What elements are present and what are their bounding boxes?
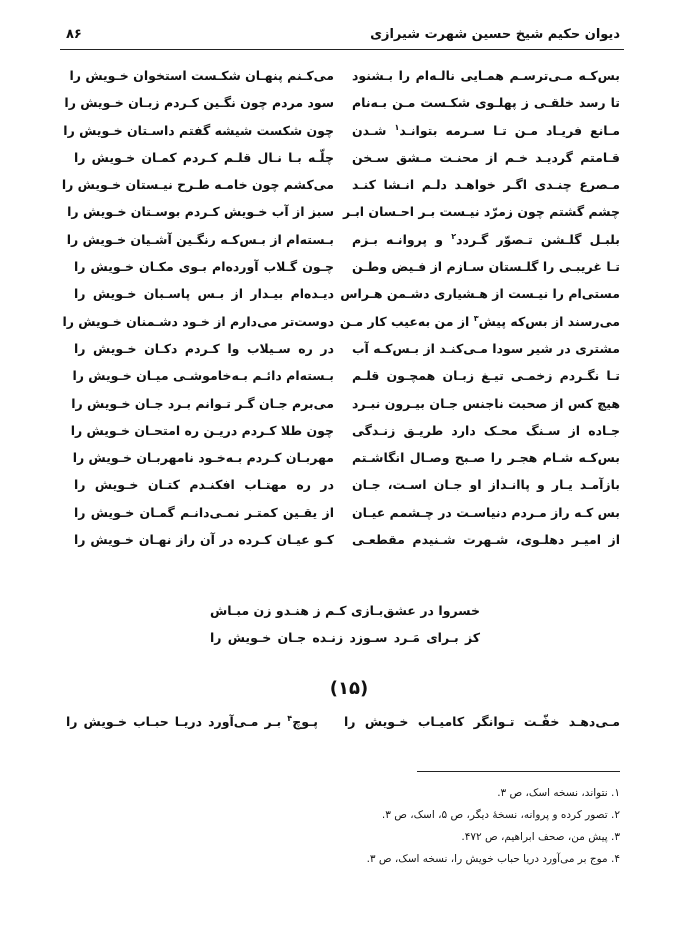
ghazal-number: (۱۵): [329, 678, 369, 699]
right-hemistich: [352, 226, 620, 253]
header-divider: [60, 49, 624, 50]
left-hemistich: مهربـان کـردم بـه‌خـود نامهربـان خـویش را: [72, 450, 334, 466]
couplet-row: [74, 253, 620, 280]
footnote-2: ۲. تصور کرده و پروانه، نسخهٔ دیگر، ص ۵، اسک، ص ۳.: [381, 809, 620, 821]
left-hemistich: سود مردم چون نگـین کـردم زبـان خـویش را: [64, 95, 334, 111]
right-hemistich: [352, 499, 620, 526]
couplet-row: [64, 89, 620, 116]
left-hemistich: چون طلا کـردم دریـن ره امتحـان خـویش را: [70, 422, 334, 438]
footnotes: [220, 782, 620, 870]
right-hemistich-text: چشم گشتم چون زمرّد نیـست بـر احـسان ابـر: [343, 204, 620, 220]
right-hemistich: [352, 526, 620, 553]
couplet-row: [74, 335, 620, 362]
right-hemistich: [352, 390, 620, 417]
left-hemistich: می‌کشم چون خامـه طـرح نیـستان خـویش را: [61, 177, 334, 193]
right-hemistich: [352, 117, 620, 144]
left-hemistich: در ره مهتـاب افکنـدم کتـان خـویش را: [74, 477, 334, 493]
couplet-row: [63, 117, 620, 144]
right-hemistich-text: قـامتم گردیـد خـم از محنـت مـشق سـخن: [352, 149, 620, 165]
left-hemistich: چـون گـلاب آورده‌ام بـوی مکـان خـویش را: [74, 259, 334, 275]
right-hemistich-text: بس کـه راز مـردم دنیاسـت در چـشمم عیـان: [352, 504, 620, 520]
footnote-ref: ۳: [473, 313, 479, 323]
ghazal-15-right-hemistich: مـی‌دهـد خفّـت تـوانگر کامیـاب خـویش را: [344, 714, 620, 729]
right-hemistich: [352, 89, 620, 116]
right-hemistich-text: جـاده از سـنگ محـک دارد طریـق زنـدگی: [352, 422, 620, 438]
right-hemistich-text: مستی‌ام را نیـست از هـشیاری دشـمن هـراس: [340, 286, 620, 302]
left-hemistich: دیـده‌ام بیـدار از بـس پاسـبان خـویش را: [74, 286, 334, 302]
right-hemistich: [352, 171, 620, 198]
right-hemistich: [352, 417, 620, 444]
couplet-row: [67, 198, 620, 225]
left-hemistich: چلّـه بـا نـال قلـم کـردم کمـان خـویش را: [74, 149, 334, 165]
right-hemistich-tail: از من به‌عیب کار مـن: [339, 313, 474, 329]
right-hemistich: [352, 471, 620, 498]
right-hemistich-tail: و پروانـه بـزم: [352, 231, 452, 247]
right-hemistich-text: مـانع فریـاد مـن تـا سـرمه بتوانـد: [399, 122, 620, 138]
footnote-ref: ۲: [451, 231, 457, 241]
closing-text-2: کز بـرای مَـرد سـوزد زنـده جـان خـویش را: [210, 630, 480, 646]
couplet-row: [61, 171, 620, 198]
right-hemistich-text: مـصرع چنـدی اگـر خواهـد دلـم انـشا کنـد: [352, 177, 620, 193]
couplet-row: [70, 417, 620, 444]
couplet-row: [74, 444, 620, 471]
left-prefix: پـوچ: [292, 714, 318, 729]
right-hemistich-text: تـا غریبـی را گلـستان سـازم از فـیض وطـن: [352, 259, 620, 275]
book-title: دیوان حکیم شیخ حسین شهرت شیرازی: [370, 27, 620, 42]
right-hemistich-text: تا رسد خلقـی ز پهلـوی شکـست مـن بـه‌نام: [352, 95, 620, 111]
right-hemistich: [352, 362, 620, 389]
footnote-1: ۱. نتواند، نسخه اسک، ص ۳.: [497, 787, 620, 799]
left-hemistich: چون شکست شیشه گفتم داسـتان خـویش را: [63, 122, 334, 138]
couplet-row: [74, 280, 620, 307]
footnote-4: ۴. موج بر می‌آورد دریا حباب خویش را، نسخه اسک، ص ۳.: [366, 853, 620, 865]
footnote-ref: ۱: [394, 122, 400, 132]
ghazal-14-body: [61, 62, 620, 553]
couplet-row: [62, 308, 620, 335]
left-hemistich: بـسته‌ام از بـس‌کـه رنگـین آشـیان خـویش را: [66, 231, 334, 247]
footnote-3: ۳. پیش من، صحف ابراهیم، ص ۴۷۲.: [461, 831, 620, 843]
right-hemistich: [343, 198, 620, 225]
running-header: [66, 24, 620, 46]
right-hemistich: [339, 308, 620, 335]
left-tail: بـر مـی‌آورد دریـا حبـاب خـویش را: [66, 714, 288, 729]
right-hemistich: [340, 280, 620, 307]
closing-hemistich-1: [210, 597, 480, 624]
right-hemistich-text: هیچ کس از صحبت ناجنس جـان بیـرون نبـرد: [352, 395, 620, 411]
couplet-row: [74, 526, 620, 553]
ghazal-15-left-hemistich: [66, 708, 318, 735]
couplet-row: [74, 499, 620, 526]
left-hemistich: می‌برم جـان گـر تـوانم بـرد جـان خـویش را: [71, 395, 334, 411]
left-hemistich: دوست‌تر می‌دارم از خـود دشـمنان خـویش را: [62, 313, 334, 329]
right-hemistich-text: بازآمـد یـار و پاانـداز او جـان اسـت، جـان: [352, 477, 620, 493]
couplet-row: [74, 144, 620, 171]
couplet-row: [66, 226, 620, 253]
right-hemistich-text: مشتری در شیر سودا مـی‌کنـد از بـس‌کـه آب: [352, 340, 620, 356]
footnote-divider: [417, 771, 620, 772]
page-number: ۸۶: [66, 27, 82, 42]
couplet-row: [69, 62, 620, 89]
couplet-row: [74, 362, 620, 389]
left-hemistich: بـسته‌ام دائـم بـه‌خاموشـی میـان خـویش را: [72, 368, 334, 384]
footnote-ref: ۴: [287, 713, 293, 723]
left-hemistich: سبز از آب خـویش کـردم بوسـتان خـویش را: [67, 204, 334, 220]
closing-couplet: [210, 597, 480, 652]
right-hemistich: [352, 335, 620, 362]
closing-text-1: خسروا در عشق‌بـازی کـم ز هنـدو زن مبـاش: [210, 603, 480, 618]
right-hemistich-text: از امیـر دهلـوی، شـهرت شـنیدم مقطعـی: [352, 532, 620, 548]
right-hemistich: [352, 62, 620, 89]
right-hemistich-text: می‌رسند از بس‌که پیش: [478, 313, 620, 329]
closing-hemistich-2: [210, 624, 480, 651]
couplet-row: [71, 390, 620, 417]
couplet-row: [74, 471, 620, 498]
right-hemistich: [352, 444, 620, 471]
right-hemistich: [352, 253, 620, 280]
right-hemistich-tail: شـدن: [352, 122, 395, 138]
right-hemistich: [352, 144, 620, 171]
left-hemistich: کـو عیـان کـرده در آن راز نهـان خـویش را: [74, 532, 334, 548]
right-hemistich-text: بلبـل گلـشن تـصوّر گـردد: [456, 231, 620, 247]
right-hemistich-text: بس‌کـه مـی‌ترسـم همـایی نالـه‌ام را بـشنود: [352, 68, 620, 83]
left-hemistich: می‌کـنم پنهـان شکـست استخوان خـویش را: [69, 68, 334, 83]
right-hemistich-text: تـا نگـردم زخمـی تیـغ زبـان همچـون قلـم: [352, 368, 620, 384]
right-hemistich-text: بس‌کـه شـام هجـر را صـبح وصـال انگاشـتم: [352, 450, 620, 466]
left-hemistich: در ره سـیلاب وا کـردم دکـان خـویش را: [74, 340, 334, 356]
left-hemistich: از یقـین کمتـر نمـی‌دانـم گمـان خـویش را: [74, 504, 334, 520]
ghazal-15-first-couplet: [66, 708, 620, 736]
